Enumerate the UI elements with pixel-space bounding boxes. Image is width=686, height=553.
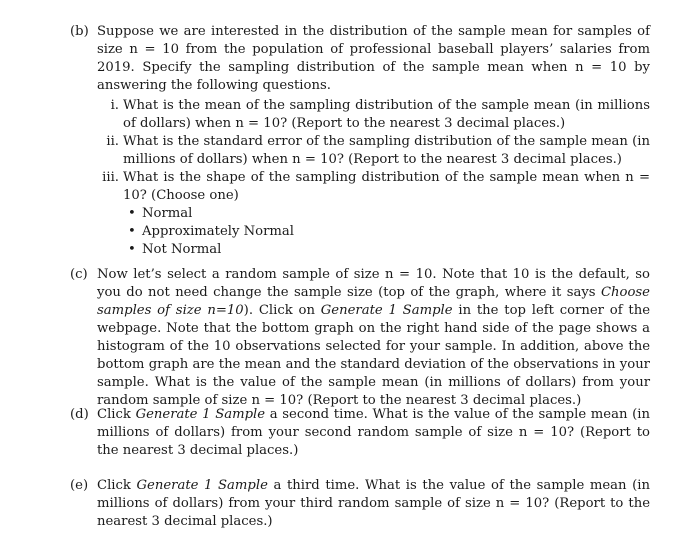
- part-c-emphasis-sample-size: Choose samples of size n=10: [97, 285, 650, 318]
- question-b-i: [97, 97, 650, 133]
- part-c-text-1: Now let’s select a random sample of size n = 10. Note that 10 is the default, so you do not need change the sample size (top of the graph, where it says: [97, 267, 650, 300]
- part-c-text-2: ). Click on: [243, 303, 321, 318]
- part-d-text-2: a second time. What is the value of the sample mean (in millions of dollars) from your second random sample of size n = 10? (Report to the nearest 3 decimal places.): [97, 407, 650, 458]
- part-c-label: (c): [70, 267, 88, 282]
- part-d-text: [97, 406, 650, 460]
- part-e-text-1: Click: [97, 478, 137, 493]
- option-label: Not Normal: [142, 242, 222, 257]
- question-text: What is the mean of the sampling distribution of the sample mean (in millions of dollars) when n = 10? (Report to the nearest 3 decimal places.): [123, 98, 650, 131]
- question-text: What is the standard error of the sampling distribution of the sample mean (in millions of dollars) when n = 10? (Report to the nearest 3 decimal places.): [123, 134, 650, 167]
- part-c-text: [97, 266, 650, 410]
- part-d: [72, 406, 650, 460]
- option-normal: [128, 205, 650, 223]
- option-label: Normal: [142, 206, 193, 221]
- part-c-text-3: in the top left corner of the webpage. Note that the bottom graph on the right hand side of the page shows a histogram of the 10 observations selected for your sample. In addition, above the bottom graph are the mean and the standard deviation of the observations in your sample. What is the value of the sample mean (in millions of dollars) from your random sample of size n = 10? (Report to the nearest 3 decimal places.): [97, 303, 651, 408]
- part-c: [72, 266, 650, 410]
- part-b-intro: Suppose we are interested in the distribution of the sample mean for samples of size n = 10 from the population of professional baseball players’ salaries from 2019. Specify the sampling distribution of the sample mean when n = 10 by answering the following questions.: [97, 24, 650, 93]
- question-number: iii.: [102, 170, 119, 185]
- question-number: ii.: [106, 134, 119, 149]
- part-e-label: (e): [70, 478, 89, 493]
- bullet-icon: •: [128, 224, 136, 239]
- option-approximately-normal: [128, 223, 650, 241]
- part-e: [72, 477, 650, 531]
- bullet-icon: •: [128, 242, 136, 257]
- part-d-emphasis-generate: Generate 1 Sample: [135, 407, 266, 422]
- part-e-text: [97, 477, 650, 531]
- question-text: What is the shape of the sampling distribution of the sample mean when n = 10? (Choose one): [123, 170, 650, 203]
- part-e-emphasis-generate: Generate 1 Sample: [136, 478, 268, 493]
- part-d-label: (d): [70, 407, 89, 422]
- part-b-label: (b): [70, 24, 89, 39]
- question-b-ii: [97, 133, 650, 169]
- question-b-iii: [97, 169, 650, 205]
- option-label: Approximately Normal: [142, 224, 295, 239]
- part-d-text-1: Click: [97, 407, 136, 422]
- part-c-emphasis-generate: Generate 1 Sample: [320, 303, 453, 318]
- part-e-text-2: a third time. What is the value of the sample mean (in millions of dollars) from your third random sample of size n = 10? (Report to the nearest 3 decimal places.): [97, 478, 650, 529]
- part-b: [72, 23, 650, 259]
- bullet-icon: •: [128, 206, 136, 221]
- shape-options: [128, 205, 650, 259]
- option-not-normal: [128, 241, 650, 259]
- question-number: i.: [110, 98, 119, 113]
